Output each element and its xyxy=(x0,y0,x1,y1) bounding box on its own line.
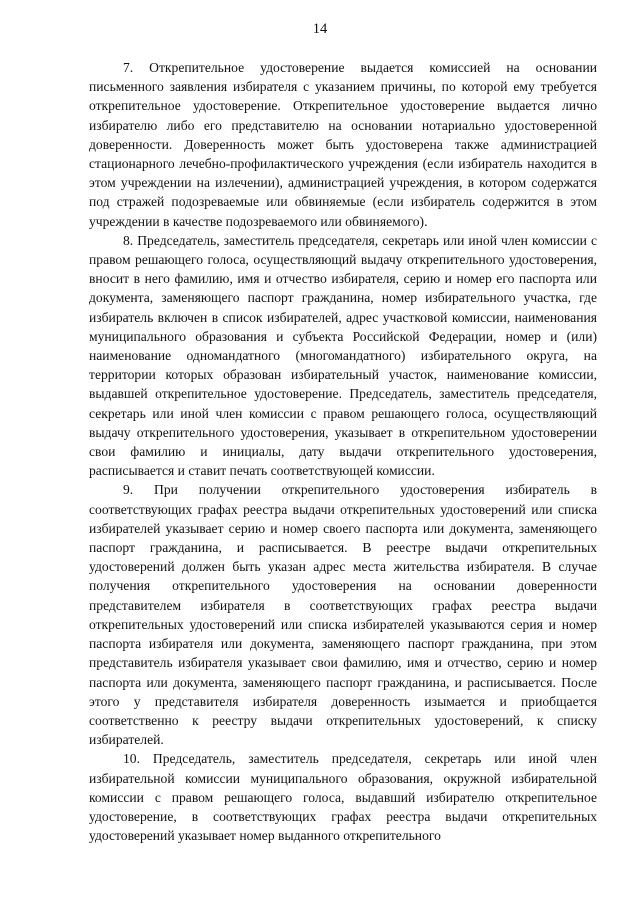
paragraph-8: 8. Председатель, заместитель председателя, секретарь или иной член комиссии с правом решающего голоса, осуществляющий выдачу открепительного удостоверения, вносит в него фамилию, имя и отчество избирателя, серию и номер его паспорта или документа, заменяющего паспорт гражданина, номер избирательного участка, где избиратель включен в список избирателей, адрес участковой комиссии, наименования муниципального образования и субъекта Российской Федерации, номер и (или) наименование одномандатного (многомандатного) избирательного округа, на территории которых образован избирательный участок, наименование комиссии, выдавшей открепительное удостоверение. Председатель, заместитель председателя, секретарь или иной член комиссии с правом решающего голоса, осуществляющий выдачу открепительного удостоверения, указывает в открепительном удостоверении свои фамилию и инициалы, дату выдачи открепительного удостоверения, расписывается и ставит печать соответствующей комиссии. xyxy=(89,232,597,479)
page-number: 14 xyxy=(312,21,328,37)
paragraph-10: 10. Председатель, заместитель председателя, секретарь или иной член избирательной комиссии муниципального образования, окружной избирательной комиссии с правом решающего голоса, выдавший избирателю открепительное удостоверение, в соответствующих графах реестра выдачи открепительных удостоверений указывает номер выданного открепительного xyxy=(89,751,597,844)
document-body xyxy=(89,58,597,845)
paragraph-9: 9. При получении открепительного удостоверения избиратель в соответствующих графах реестра выдачи открепительных удостоверений или списка избирателей указывает серию и номер своего паспорта или документа, заменяющего паспорт гражданина, и расписывается. В реестре выдачи открепительных удостоверений должен быть указан адрес места жительства избирателя. В случае получения открепительного удостоверения на основании доверенности представителем избирателя в соответствующих графах реестра выдачи открепительных удостоверений или списка избирателей указываются серия и номер паспорта избирателя или документа, заменяющего паспорт гражданина, при этом представитель избирателя указывает свои фамилию, имя и отчество, серию и номер паспорта или документа, заменяющего паспорт гражданина, и расписывается. После этого у представителя избирателя доверенность изымается и приобщается соответственно к реестру выдачи открепительных удостоверений, к списку избирателей. xyxy=(89,482,597,748)
paragraph-7: 7. Открепительное удостоверение выдается комиссией на основании письменного заявления избирателя с указанием причины, по которой ему требуется открепительное удостоверение. Открепительное удостоверение выдается лично избирателю либо его представителю на основании нотариально удостоверенной доверенности. Доверенность может быть удостоверена также администрацией стационарного лечебно-профилактического учреждения (если избиратель находится в этом учреждении на излечении), администрацией учреждения, в котором содержатся под стражей подозреваемые или обвиняемые (если избиратель содержится в этом учреждении в качестве подозреваемого или обвиняемого). xyxy=(89,60,597,229)
